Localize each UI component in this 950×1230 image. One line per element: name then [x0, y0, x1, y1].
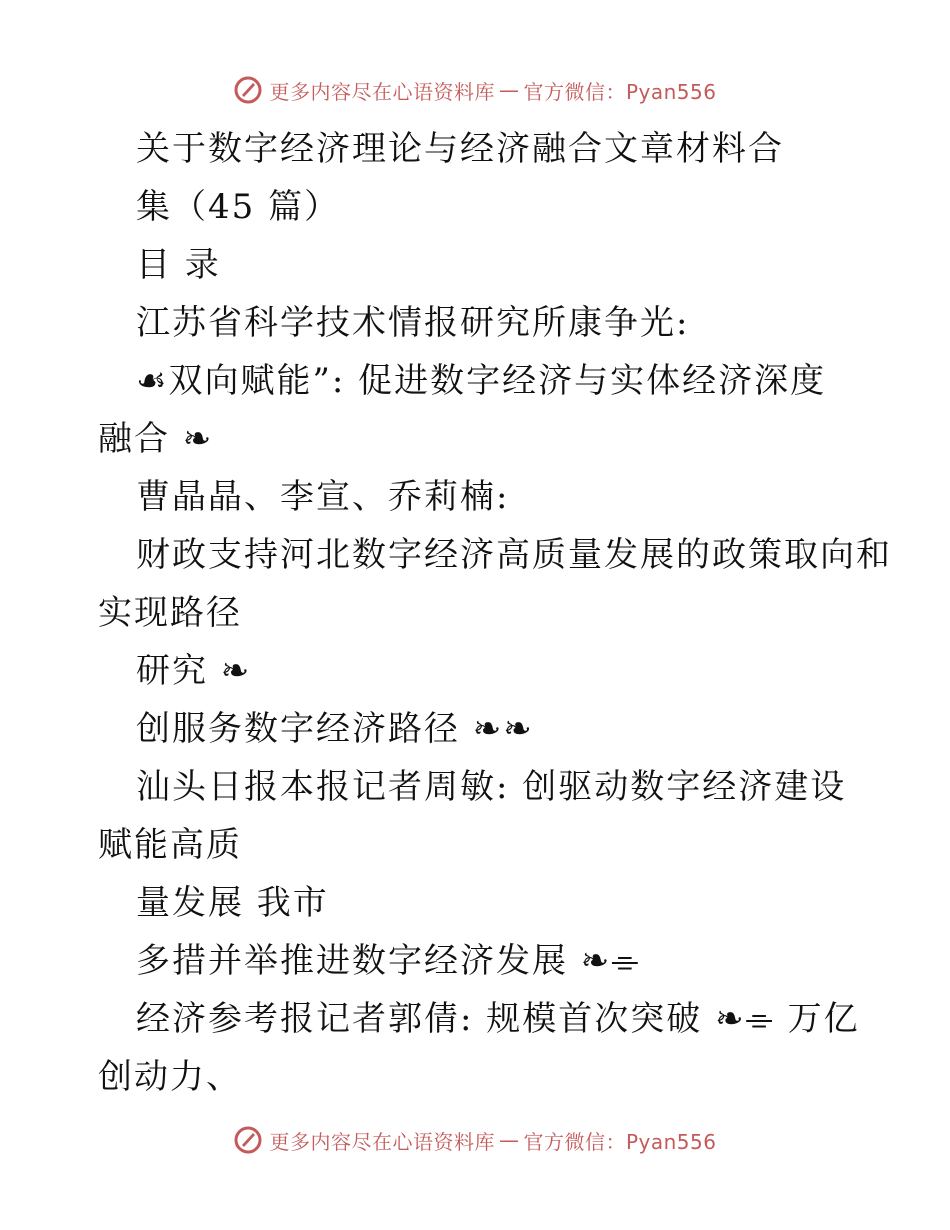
footer-watermark	[0, 1120, 950, 1160]
toc-entry: 财政支持河北数字经济高质量发展的政策取向和	[136, 535, 892, 575]
toc-entry: 量发展 我市	[136, 883, 329, 923]
toc-entry: 实现路径	[98, 593, 242, 633]
watermark-contact: 官方微信：Pyan556	[523, 79, 717, 104]
toc-entry: 汕头日报本报记者周敏: 创驱动数字经济建设	[136, 767, 847, 807]
toc-entry: 曹晶晶、李宣、乔莉楠:	[136, 477, 510, 517]
watermark-text: 更多内容尽在心语资料库	[269, 79, 495, 104]
watermark-contact: 官方微信：Pyan556	[523, 1129, 717, 1154]
toc-entry: 江苏省科学技术情报研究所康争光:	[136, 303, 690, 343]
toc-entry: 创动力、	[98, 1057, 242, 1097]
toc-entry: 创服务数字经济路径 ❧❧	[136, 709, 534, 749]
toc-entry: 经济参考报记者郭倩: 规模首次突破 ❧⌯ 万亿	[136, 999, 860, 1039]
seal-logo-icon	[233, 75, 263, 105]
doc-line: 关于数字经济理论与经济融合文章材料合	[136, 129, 784, 169]
toc-entry: 融合 ❧	[98, 419, 214, 459]
doc-line: 集（45 篇）	[136, 187, 341, 227]
header-watermark	[0, 70, 950, 110]
watermark-separator: —	[498, 1128, 520, 1152]
toc-entry: ☙双向赋能”: 促进数字经济与实体经济深度	[136, 361, 827, 401]
toc-heading: 目 录	[136, 245, 221, 285]
watermark-text: 更多内容尽在心语资料库	[269, 1129, 495, 1154]
toc-entry: 多措并举推进数字经济发展 ❧⌯	[136, 941, 641, 981]
seal-logo-icon	[233, 1125, 263, 1155]
document-body	[0, 120, 950, 1106]
toc-entry: 赋能高质	[98, 825, 242, 865]
toc-entry: 研究 ❧	[136, 651, 252, 691]
watermark-separator: —	[498, 78, 520, 102]
